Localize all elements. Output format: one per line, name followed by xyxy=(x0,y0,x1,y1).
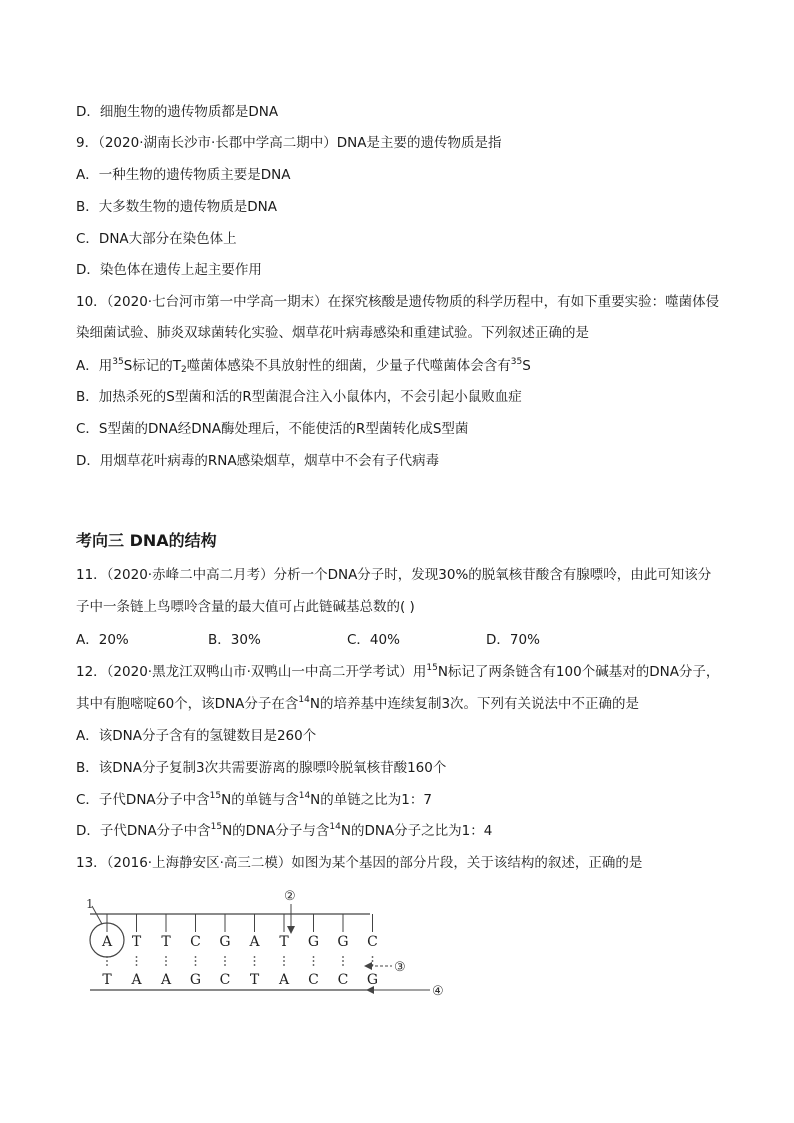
hydrogen-bond-dot xyxy=(283,956,285,958)
hydrogen-bond-dot xyxy=(136,960,138,962)
text-run: N的DNA分子与含 xyxy=(222,823,330,839)
superscript: 35 xyxy=(510,357,523,367)
bottom-base: C xyxy=(308,972,319,988)
text-run: N的单链与含 xyxy=(221,792,299,808)
q11-option-a: A．20% xyxy=(76,632,129,648)
superscript: 14 xyxy=(298,695,310,705)
q11-stem-line2: 子中一条链上鸟嘌呤含量的最大值可占此链碱基总数的( ) xyxy=(76,599,415,615)
hydrogen-bond-dot xyxy=(224,956,226,958)
q11-option-c: C．40% xyxy=(347,632,400,648)
text-run: S xyxy=(522,358,531,374)
top-base: T xyxy=(279,934,289,950)
section-heading: 考向三 DNA的结构 xyxy=(76,531,217,550)
hydrogen-bond-dot xyxy=(254,960,256,962)
hydrogen-bond-dot xyxy=(372,960,374,962)
dna-structure-figure xyxy=(80,880,460,1000)
top-base: G xyxy=(337,934,349,950)
bottom-base: A xyxy=(160,972,172,988)
hydrogen-bond-dot xyxy=(195,964,197,966)
hydrogen-bond-dot xyxy=(254,956,256,958)
top-base: G xyxy=(219,934,231,950)
text-run: S标记的T xyxy=(123,358,182,374)
q9-option-a: A．一种生物的遗传物质主要是DNA xyxy=(76,167,291,183)
q13-stem: 13．（2016·上海静安区·高三二模）如图为某个基因的部分片段，关于该结构的叙述，正确的是 xyxy=(76,855,643,871)
text-run: A．用 xyxy=(76,358,113,374)
top-base: C xyxy=(367,934,378,950)
label-2: ② xyxy=(284,889,296,904)
superscript: 15 xyxy=(210,822,223,832)
bottom-base: C xyxy=(219,972,231,988)
top-base: T xyxy=(131,934,142,950)
q12-option-c xyxy=(76,790,432,810)
text-run: C．子代DNA分子中含 xyxy=(76,792,210,808)
hydrogen-bond-dot xyxy=(106,964,108,966)
q10-option-b: B．加热杀死的S型菌和活的R型菌混合注入小鼠体内，不会引起小鼠败血症 xyxy=(76,389,522,405)
text-run: N的DNA分子之比为1：4 xyxy=(340,823,493,839)
bottom-base: G xyxy=(366,972,379,988)
q12-option-b: B．该DNA分子复制3次共需要游离的腺嘌呤脱氧核苷酸160个 xyxy=(76,760,447,776)
q9-option-b: B．大多数生物的遗传物质是DNA xyxy=(76,199,277,215)
bottom-base: C xyxy=(337,972,349,988)
q10-option-c: C．S型菌的DNA经DNA酶处理后，不能使活的R型菌转化成S型菌 xyxy=(76,421,469,437)
q9-option-c: C．DNA大部分在染色体上 xyxy=(76,231,237,247)
hydrogen-bond-dot xyxy=(342,956,344,958)
text-run: 其中有胞嘧啶60个，该DNA分子在含 xyxy=(76,696,299,712)
text-run: 噬菌体感染不具放射性的细菌，少量子代噬菌体会含有 xyxy=(186,358,511,374)
hydrogen-bond-dot xyxy=(313,964,315,966)
hydrogen-bond-dot xyxy=(283,960,285,962)
q12-option-a: A．该DNA分子含有的氢键数目是260个 xyxy=(76,728,317,744)
hydrogen-bond-dot xyxy=(372,964,374,966)
superscript: 15 xyxy=(209,791,222,801)
q9-stem: 9．（2020·湖南长沙市·长郡中学高二期中）DNA是主要的遗传物质是指 xyxy=(76,135,502,151)
top-base: T xyxy=(161,934,171,950)
q12-stem-line1 xyxy=(76,662,719,682)
q10-stem-line2: 染细菌试验、肺炎双球菌转化实验、烟草花叶病毒感染和重建试验。下列叙述正确的是 xyxy=(76,325,589,341)
text-run: N标记了两条链含有100个碱基对的DNA分子， xyxy=(437,664,720,680)
text-run: D．子代DNA分子中含 xyxy=(76,823,211,839)
superscript: 14 xyxy=(329,822,341,832)
label-4: ④ xyxy=(432,984,444,999)
superscript: 14 xyxy=(298,791,311,801)
text-run: N的培养基中连续复制3次。下列有关说法中不正确的是 xyxy=(309,696,640,712)
base-pairs xyxy=(101,914,378,988)
top-base: A xyxy=(101,934,113,950)
q12-stem-line2 xyxy=(76,694,639,714)
hydrogen-bond-dot xyxy=(254,964,256,966)
q11-option-b: B．30% xyxy=(208,632,261,648)
subscript: 2 xyxy=(181,365,187,375)
hydrogen-bond-dot xyxy=(372,956,374,958)
q11-option-d: D．70% xyxy=(486,632,540,648)
q12-option-d xyxy=(76,821,492,841)
label-3: ③ xyxy=(394,960,406,975)
hydrogen-bond-dot xyxy=(136,964,138,966)
hydrogen-bond-dot xyxy=(136,956,138,958)
q8-option-d: D．细胞生物的遗传物质都是DNA xyxy=(76,104,279,120)
top-base: A xyxy=(249,934,260,950)
hydrogen-bond-dot xyxy=(342,960,344,962)
superscript: 35 xyxy=(112,357,124,367)
hydrogen-bond-dot xyxy=(224,960,226,962)
q10-option-d: D．用烟草花叶病毒的RNA感染烟草，烟草中不会有子代病毒 xyxy=(76,453,440,469)
q10-option-a xyxy=(76,356,531,376)
hydrogen-bond-dot xyxy=(106,960,108,962)
top-base: C xyxy=(190,934,201,950)
hydrogen-bond-dot xyxy=(224,964,226,966)
hydrogen-bond-dot xyxy=(165,956,167,958)
hydrogen-bond-dot xyxy=(283,964,285,966)
text-run: 12．（2020·黑龙江双鸭山市·双鸭山一中高二开学考试）用 xyxy=(76,664,427,680)
hydrogen-bond-dot xyxy=(195,960,197,962)
text-run: N的单链之比为1：7 xyxy=(310,792,432,808)
label-3-arrowhead xyxy=(364,962,372,970)
hydrogen-bond-dot xyxy=(195,956,197,958)
bottom-base: G xyxy=(189,972,202,988)
bottom-base: T xyxy=(249,972,260,988)
label-2-arrowhead xyxy=(287,926,295,934)
hydrogen-bond-dot xyxy=(313,956,315,958)
q10-stem-line1: 10．（2020·七台河市第一中学高一期末）在探究核酸是遗传物质的科学历程中，有如下重要实验：噬菌体侵 xyxy=(76,294,720,310)
bottom-base: T xyxy=(102,972,112,988)
q11-stem-line1: 11．（2020·赤峰二中高二月考）分析一个DNA分子时，发现30%的脱氧核苷酸含有腺嘌呤，由此可知该分 xyxy=(76,567,712,583)
hydrogen-bond-dot xyxy=(106,956,108,958)
label-1: 1 xyxy=(86,897,94,911)
superscript: 15 xyxy=(426,663,438,673)
hydrogen-bond-dot xyxy=(165,964,167,966)
hydrogen-bond-dot xyxy=(313,960,315,962)
q9-option-d: D．染色体在遗传上起主要作用 xyxy=(76,262,262,278)
bottom-base: A xyxy=(131,972,142,988)
hydrogen-bond-dot xyxy=(165,960,167,962)
hydrogen-bond-dot xyxy=(342,964,344,966)
bottom-base: A xyxy=(278,972,290,988)
top-base: G xyxy=(307,934,320,950)
